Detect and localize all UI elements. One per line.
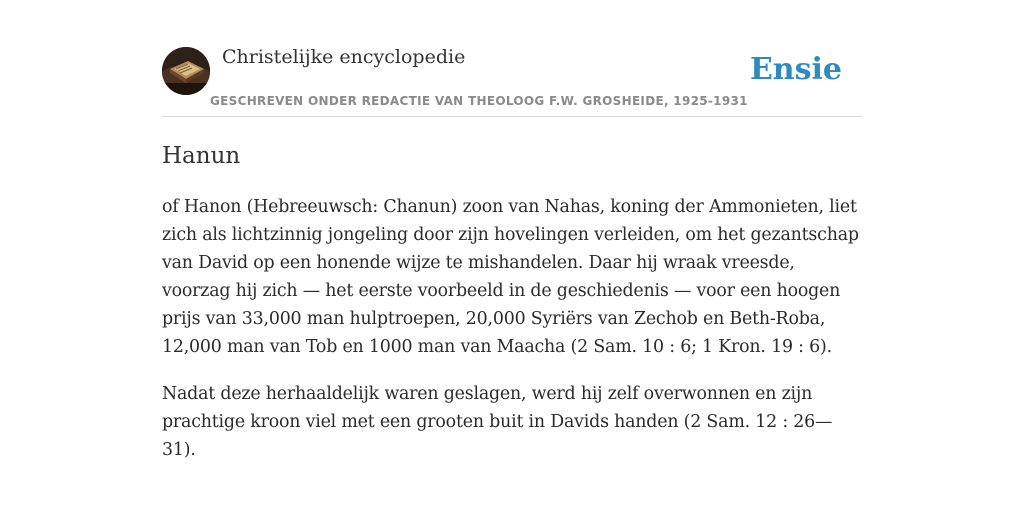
site-name[interactable]: Christelijke encyclopedie [222, 46, 466, 68]
article-card [162, 44, 862, 464]
site-header [162, 44, 862, 117]
page-title: Hanun [162, 143, 241, 169]
article-paragraph: of Hanon (Hebreeuwsch: Chanun) zoon van Nahas, koning der Ammonieten, liet zich als lichtzinnig jongeling door zijn hovelingen verleiden, om het gezantschap van David op een honende wijze te mishandelen. Daar hij wraak vreesde, voorzag hij zich — het eerste voorbeeld in de geschiedenis — voor een hoogen prijs van 33,000 man hulptroepen, 20,000 Syriërs van Zechob en Beth-Roba, 12,000 man van Tob en 1000 man van Maacha (2 Sam. 10 : 6; 1 Kron. 19 : 6). [162, 197, 859, 357]
book-icon[interactable] [162, 47, 210, 95]
site-subtitle: GESCHREVEN ONDER REDACTIE VAN THEOLOOG F.W. GROSHEIDE, 1925-1931 [210, 94, 748, 108]
article-paragraph: Nadat deze herhaaldelijk waren geslagen, werd hij zelf overwonnen en zijn prachtige kroon viel met een grooten buit in Davids handen (2 Sam. 12 : 26—31). [162, 384, 833, 460]
brand-logo[interactable]: Ensie [749, 52, 842, 87]
